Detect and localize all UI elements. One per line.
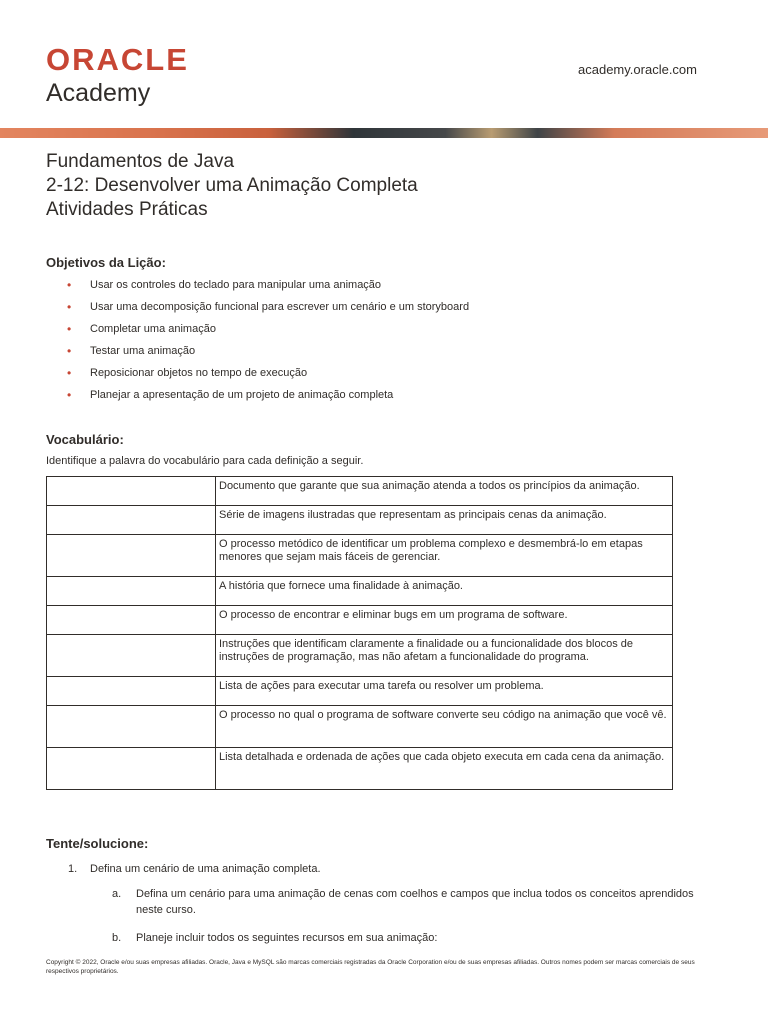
definition-cell: A história que fornece uma finalidade à animação. bbox=[216, 577, 673, 606]
term-cell[interactable] bbox=[47, 748, 216, 790]
substep-letter: a. bbox=[112, 888, 122, 900]
definition-cell: Instruções que identificam claramente a finalidade ou a funcionalidade dos blocos de instruções de programação, mas não afetam a funcionalidade do programa. bbox=[216, 635, 673, 677]
table-row bbox=[47, 635, 673, 677]
term-cell[interactable] bbox=[47, 477, 216, 506]
try-solve-heading: Tente/solucione: bbox=[46, 836, 149, 851]
table-row bbox=[47, 506, 673, 535]
list-item bbox=[64, 320, 684, 342]
list-item bbox=[64, 298, 684, 320]
document-title bbox=[46, 150, 418, 222]
objective-text: Usar os controles do teclado para manipular uma animação bbox=[90, 279, 382, 291]
substep-text: Planeje incluir todos os seguintes recursos em sua animação: bbox=[136, 932, 438, 944]
list-item bbox=[64, 364, 684, 386]
list-item bbox=[64, 342, 684, 364]
term-cell[interactable] bbox=[47, 677, 216, 706]
objective-text: Testar uma animação bbox=[90, 345, 196, 357]
objectives-heading: Objetivos da Lição: bbox=[46, 255, 166, 270]
activity-title: Atividades Práticas bbox=[46, 199, 208, 220]
objective-text: Completar uma animação bbox=[90, 323, 216, 335]
table-row bbox=[47, 606, 673, 635]
objective-text: Reposicionar objetos no tempo de execução bbox=[90, 367, 308, 379]
academy-wordmark: Academy bbox=[46, 79, 151, 107]
term-cell[interactable] bbox=[47, 506, 216, 535]
vocabulary-table bbox=[46, 476, 673, 790]
bullet-icon: • bbox=[67, 388, 72, 402]
substep-item bbox=[68, 886, 718, 928]
table-row bbox=[47, 748, 673, 790]
term-cell[interactable] bbox=[47, 535, 216, 577]
step-item bbox=[68, 862, 718, 884]
substep-text: Defina um cenário para uma animação de cenas com coelhos e campos que inclua todos os conceitos aprendidos neste curso. bbox=[136, 888, 694, 916]
objective-text: Usar uma decomposição funcional para escrever um cenário e um storyboard bbox=[90, 301, 470, 313]
bullet-icon: • bbox=[67, 366, 72, 380]
definition-cell: Documento que garante que sua animação atenda a todos os princípios da animação. bbox=[216, 477, 673, 506]
step-text: Defina um cenário de uma animação completa. bbox=[90, 863, 321, 875]
try-solve-steps bbox=[68, 862, 718, 946]
definition-cell: O processo no qual o programa de software converte seu código na animação que você vê. bbox=[216, 706, 673, 748]
table-row bbox=[47, 577, 673, 606]
site-url[interactable]: academy.oracle.com bbox=[578, 62, 697, 77]
substep-item bbox=[68, 930, 718, 946]
table-row bbox=[47, 477, 673, 506]
definition-cell: Lista de ações para executar uma tarefa ou resolver um problema. bbox=[216, 677, 673, 706]
bullet-icon: • bbox=[67, 300, 72, 314]
lesson-title: 2-12: Desenvolver uma Animação Completa bbox=[46, 175, 418, 196]
term-cell[interactable] bbox=[47, 706, 216, 748]
term-cell[interactable] bbox=[47, 635, 216, 677]
table-row bbox=[47, 677, 673, 706]
table-row bbox=[47, 706, 673, 748]
definition-cell: O processo metódico de identificar um problema complexo e desmembrá-lo em etapas menores que sejam mais fáceis de gerenciar. bbox=[216, 535, 673, 577]
vocabulary-heading: Vocabulário: bbox=[46, 432, 124, 447]
definition-cell: Série de imagens ilustradas que representam as principais cenas da animação. bbox=[216, 506, 673, 535]
term-cell[interactable] bbox=[47, 606, 216, 635]
definition-cell: Lista detalhada e ordenada de ações que cada objeto executa em cada cena da animação. bbox=[216, 748, 673, 790]
bullet-icon: • bbox=[67, 344, 72, 358]
oracle-academy-logo bbox=[46, 44, 189, 108]
vocabulary-intro: Identifique a palavra do vocabulário para cada definição a seguir. bbox=[46, 455, 364, 467]
bullet-icon: • bbox=[67, 278, 72, 292]
objective-text: Planejar a apresentação de um projeto de animação completa bbox=[90, 389, 394, 401]
bullet-icon: • bbox=[67, 322, 72, 336]
decorative-banner bbox=[0, 128, 768, 138]
definition-cell: O processo de encontrar e eliminar bugs em um programa de software. bbox=[216, 606, 673, 635]
course-title: Fundamentos de Java bbox=[46, 151, 235, 172]
table-row bbox=[47, 535, 673, 577]
substep-letter: b. bbox=[112, 932, 122, 944]
step-number: 1. bbox=[68, 863, 78, 875]
list-item bbox=[64, 386, 684, 408]
term-cell[interactable] bbox=[47, 577, 216, 606]
objectives-list bbox=[64, 276, 684, 408]
copyright-footer: Copyright © 2022, Oracle e/ou suas empresas afiliadas. Oracle, Java e MySQL são marcas comerciais registradas da Oracle Corporation e/ou de suas empresas afiliadas. Outros nomes podem ser marcas comerciais de seus respectivos proprietários. bbox=[46, 959, 695, 975]
oracle-wordmark: ORACLE bbox=[46, 42, 189, 77]
list-item bbox=[64, 276, 684, 298]
